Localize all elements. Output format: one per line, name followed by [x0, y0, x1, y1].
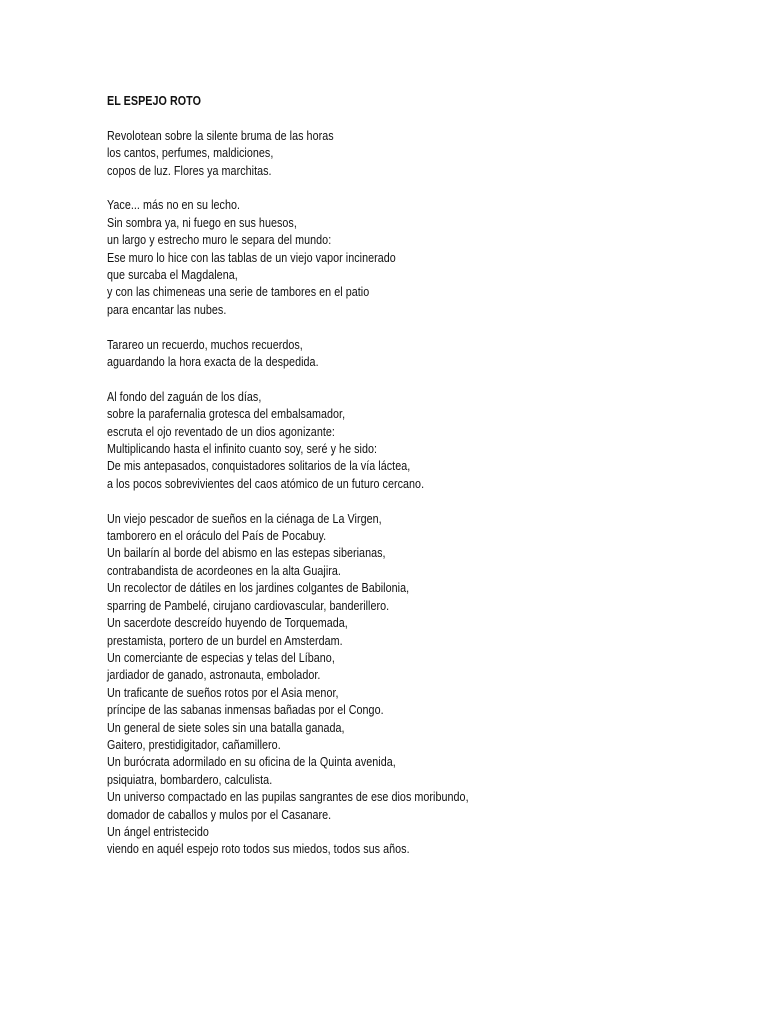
poem-line: Un comerciante de especias y telas del Líbano,	[107, 650, 335, 665]
poem-line: Un traficante de sueños rotos por el Asia menor,	[107, 685, 339, 700]
poem-line: Al fondo del zaguán de los días,	[107, 389, 262, 404]
poem-line: sobre la parafernalia grotesca del embalsamador,	[107, 407, 346, 422]
poem-stanza	[107, 511, 640, 859]
poem-line: Un recolector de dátiles en los jardines colgantes de Babilonia,	[107, 581, 410, 596]
poem-line: que surcaba el Magdalena,	[107, 268, 238, 283]
poem-line: Un general de siete soles sin una batalla ganada,	[107, 720, 345, 735]
poem-line: Un viejo pescador de sueños en la ciénaga de La Virgen,	[107, 511, 382, 526]
poem-line: escruta el ojo reventado de un dios agonizante:	[107, 424, 335, 439]
poem-line: Un ángel entristecido	[107, 824, 209, 839]
poem-line: De mis antepasados, conquistadores solitarios de la vía láctea,	[107, 459, 411, 474]
poem-line: Un burócrata adormilado en su oficina de la Quinta avenida,	[107, 755, 396, 770]
poem-line: Un bailarín al borde del abismo en las estepas siberianas,	[107, 546, 386, 561]
poem-line: Revolotean sobre la silente bruma de las horas	[107, 128, 334, 143]
poem-line: Gaitero, prestidigitador, cañamillero.	[107, 737, 281, 752]
poem-stanza	[107, 128, 640, 180]
poem-line: Un sacerdote descreído huyendo de Torquemada,	[107, 616, 348, 631]
poem-line: Sin sombra ya, ni fuego en sus huesos,	[107, 215, 297, 230]
poem-line: Un universo compactado en las pupilas sangrantes de ese dios moribundo,	[107, 790, 469, 805]
poem-stanza	[107, 389, 640, 493]
poem-line: jardiador de ganado, astronauta, embolador.	[107, 668, 321, 683]
poem-line: psiquiatra, bombardero, calculista.	[107, 772, 273, 787]
poem-line: los cantos, perfumes, maldiciones,	[107, 146, 274, 161]
poem-line: aguardando la hora exacta de la despedida.	[107, 355, 319, 370]
poem-line: viendo en aquél espejo roto todos sus miedos, todos sus años.	[107, 842, 410, 857]
poem-title: EL ESPEJO ROTO	[107, 94, 202, 108]
poem-line: Tarareo un recuerdo, muchos recuerdos,	[107, 337, 303, 352]
poem-line: Ese muro lo hice con las tablas de un viejo vapor incinerado	[107, 250, 396, 265]
poem-line: Yace... más no en su lecho.	[107, 198, 241, 213]
poem-line: prestamista, portero de un burdel en Amsterdam.	[107, 633, 343, 648]
poem-line: copos de luz. Flores ya marchitas.	[107, 163, 272, 178]
poem-stanzas	[107, 128, 640, 859]
poem-line: para encantar las nubes.	[107, 302, 227, 317]
poem-stanza	[107, 197, 640, 319]
poem-line: sparring de Pambelé, cirujano cardiovascular, banderillero.	[107, 598, 390, 613]
poem-line: contrabandista de acordeones en la alta Guajira.	[107, 563, 341, 578]
poem-line: tamborero en el oráculo del País de Pocabuy.	[107, 529, 327, 544]
poem-body	[107, 93, 640, 876]
poem-line: a los pocos sobrevivientes del caos atómico de un futuro cercano.	[107, 476, 425, 491]
poem-line: príncipe de las sabanas inmensas bañadas por el Congo.	[107, 703, 384, 718]
poem-line: un largo y estrecho muro le separa del mundo:	[107, 233, 332, 248]
poem-line: domador de caballos y mulos por el Casanare.	[107, 807, 332, 822]
poem-line: y con las chimeneas una serie de tambores en el patio	[107, 285, 370, 300]
poem-line: Multiplicando hasta el infinito cuanto soy, seré y he sido:	[107, 442, 378, 457]
poem-stanza	[107, 337, 640, 372]
